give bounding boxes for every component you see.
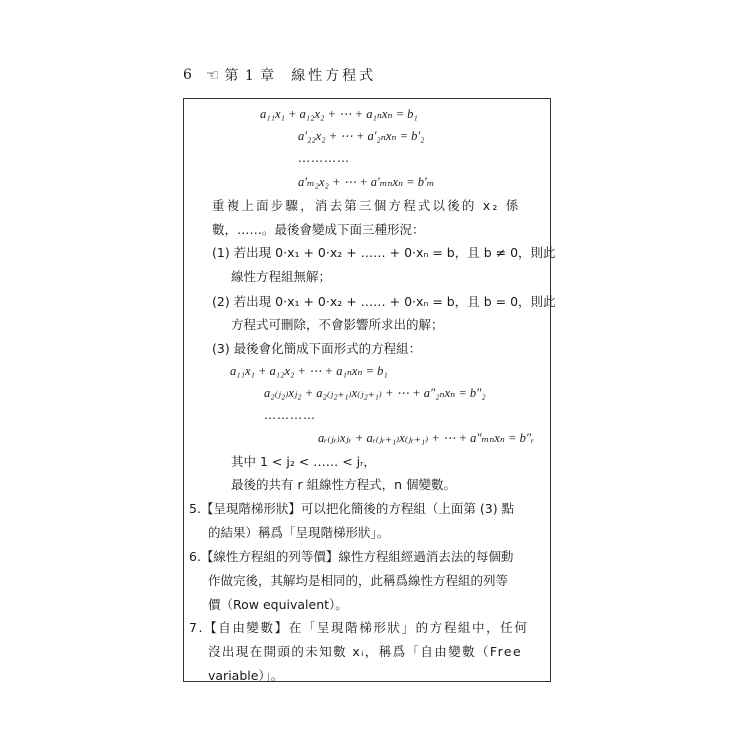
system2-equation-2: a₂₍ⱼ₂₎xⱼ₂ + a₂₍ⱼ₂₊₁₎x₍ⱼ₂₊₁₎ + ⋯ + a″₂ₙxₙ = b″₂ [264,386,486,400]
where-line-1: 其中 1 < j₂ < …… < jᵣ， [231,454,376,469]
system2-equation-1: a₁₁x₁ + a₁₂x₂ + ⋯ + a₁ₙxₙ = b₁ [230,364,388,378]
case-2-line-1: (2) 若出現 0·x₁ + 0·x₂ + …… + 0·xₙ = b，且 b = 0，則此 [212,294,556,309]
item-7-line-1: 7.【自由變數】在「呈現階梯形狀」的方程組中，任何 [189,620,529,635]
pointing-hand-icon: ☜ [205,66,220,84]
page-number: 6 [183,67,192,83]
case-1-line-1: (1) 若出現 0·x₁ + 0·x₂ + …… + 0·xₙ = b，且 b ≠ 0，則此 [212,245,556,260]
system1-equation-2: a′₂₂x₂ + ⋯ + a′₂ₙxₙ = b′₂ [298,129,425,143]
system1-ellipsis: ………… [298,151,350,165]
item-7-line-3: variable）」。 [208,668,284,683]
item-6-line-3: 價（Row equivalent）。 [208,597,348,612]
case-3-line-1: (3) 最後會化簡成下面形式的方程組： [212,341,422,356]
case-1-line-2: 線性方程組無解； [231,269,332,284]
running-header [183,64,376,86]
item-6-line-2: 作做完後，其解均是相同的，此稱爲線性方程組的列等 [208,573,509,588]
paragraph-line-1: 重複上面步驟，消去第三個方程式以後的 x₂ 係 [212,198,521,213]
system1-equation-m: a′ₘ₂x₂ + ⋯ + a′ₘₙxₙ = b′ₘ [298,175,435,189]
chapter-label: 第 1 章 [224,68,276,84]
item-5-line-2: 的結果）稱爲「呈現階梯形狀」。 [208,525,390,540]
chapter-title: 線性方程式 [291,68,377,84]
system1-equation-1: a₁₁x₁ + a₁₂x₂ + ⋯ + a₁ₙxₙ = b₁ [260,107,418,121]
content-box [183,98,556,683]
where-line-2: 最後的共有 r 組線性方程式，n 個變數。 [231,477,456,492]
item-5-line-1: 5.【呈現階梯形狀】可以把化簡後的方程組（上面第 (3) 點 [189,501,515,516]
item-6-line-1: 6.【線性方程組的列等價】線性方程組經過消去法的每個動 [189,549,514,564]
system2-equation-r: aᵣ₍ⱼᵣ₎xⱼᵣ + aᵣ₍ⱼᵣ₊₁₎x₍ⱼᵣ₊₁₎ + ⋯ + a″ₘₙxₙ = b″ᵣ [318,431,535,445]
system2-ellipsis: ………… [264,408,316,422]
item-7-line-2: 沒出現在開頭的未知數 xᵢ，稱爲「自由變數（Free [208,644,523,659]
paragraph-line-2: 數，……。最後會變成下面三種形況： [212,222,425,237]
case-2-line-2: 方程式可刪除，不會影響所求出的解； [231,317,444,332]
